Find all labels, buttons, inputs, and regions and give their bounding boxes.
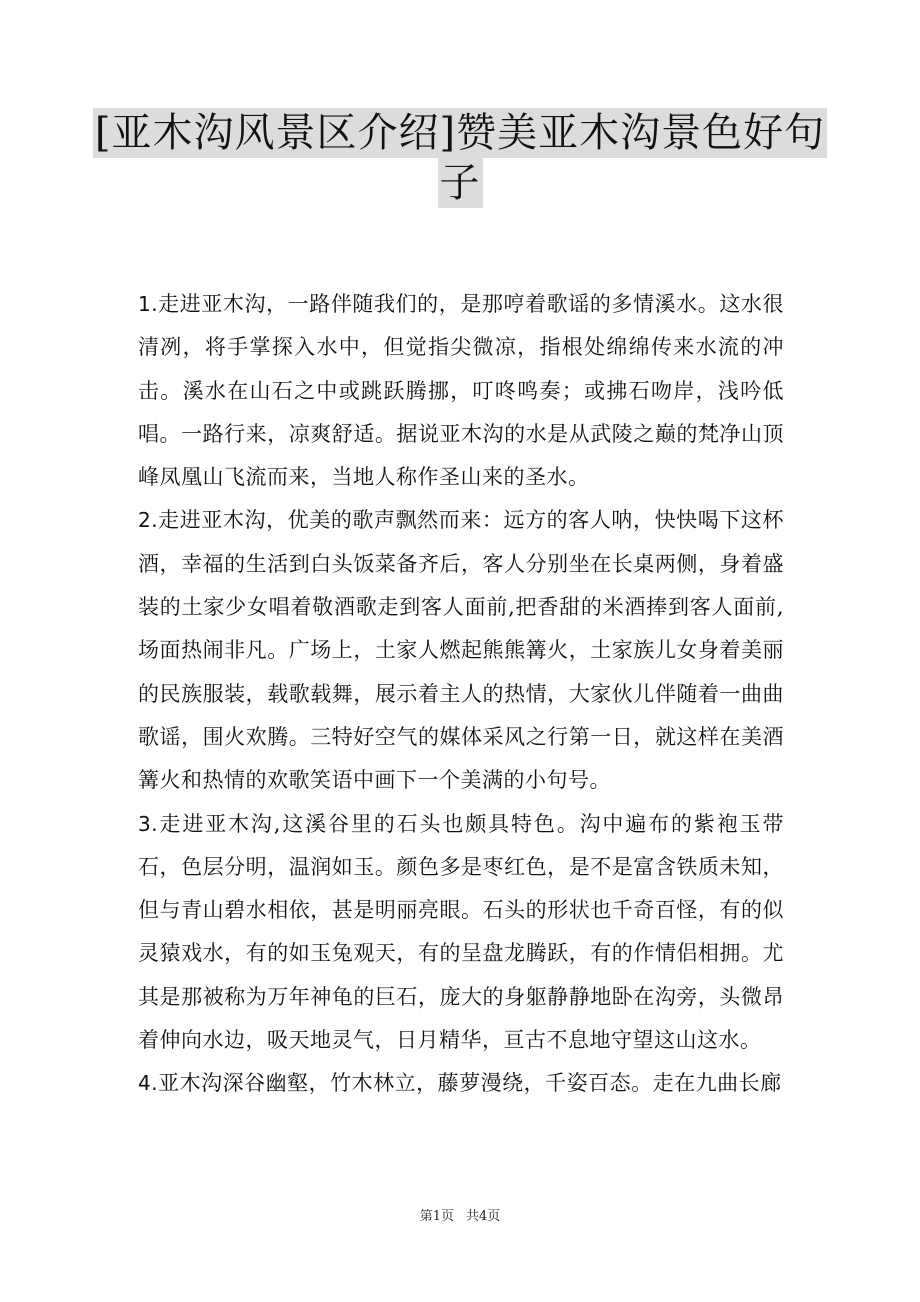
paragraph-4 [138, 1062, 784, 1105]
paragraph-number: 4. [138, 1071, 159, 1096]
paragraph-text: 亚木沟深谷幽壑，竹木林立，藤萝漫绕，千姿百态。走在九曲长廊 [158, 1071, 782, 1096]
paragraph-number: 2. [138, 508, 159, 533]
paragraph-text: 走进亚木沟，一路伴随我们的，是那哼着歌谣的多情溪水。这水很清冽，将手掌探入水中，但觉指尖微凉，指根处绵绵传来水流的冲击。溪水在山石之中或跳跃腾挪，叮咚鸣奏；或拂石吻岸，浅吟低唱。一路行来，凉爽舒适。据说亚木沟的水是从武陵之巅的梵净山顶峰凤凰山飞流而来，当地人称作圣山来的圣水。 [138, 292, 784, 490]
title-line-2: 子 [439, 160, 481, 206]
paragraph-1 [138, 283, 784, 499]
paragraph-3 [138, 803, 784, 1063]
paragraph-number: 1. [138, 292, 159, 316]
document-body [138, 283, 784, 1106]
page-footer [0, 1205, 920, 1224]
paragraph-text: 走进亚木沟,这溪谷里的石头也颇具特色。沟中遍布的紫袍玉带石，色层分明，温润如玉。颜色多是枣红色，是不是富含铁质未知，但与青山碧水相依，甚是明丽亮眼。石头的形状也千奇百怪，有的似灵猿戏水，有的如玉兔观天，有的呈盘龙腾跃，有的作情侣相拥。尤其是那被称为万年神龟的巨石，庞大的身躯静静地卧在沟旁，头微昂着伸向水边，吸天地灵气，日月精华，亘古不息地守望这山这水。 [138, 811, 784, 1053]
paragraph-number: 3. [138, 811, 159, 836]
paragraph-2 [138, 499, 784, 802]
title-line-1: [亚木沟风景区介绍]赞美亚木沟景色好句 [94, 110, 826, 156]
page-total: 共4页 [466, 1209, 501, 1224]
document-title [0, 108, 920, 208]
page-number: 第1页 [419, 1209, 454, 1224]
paragraph-text: 走进亚木沟，优美的歌声飘然而来：远方的客人呐，快快喝下这杯酒，幸福的生活到白头饭菜备齐后，客人分别坐在长桌两侧，身着盛装的土家少女唱着敬酒歌走到客人面前,把香甜的米酒捧到客人面前,场面热闹非凡。广场上，土家人燃起熊熊篝火，土家族儿女身着美丽的民族服装，载歌载舞，展示着主人的热情，大家伙儿伴随着一曲曲歌谣，围火欢腾。三特好空气的媒体采风之行第一日，就这样在美酒篝火和热情的欢歌笑语中画下一个美满的小句号。 [138, 508, 784, 793]
